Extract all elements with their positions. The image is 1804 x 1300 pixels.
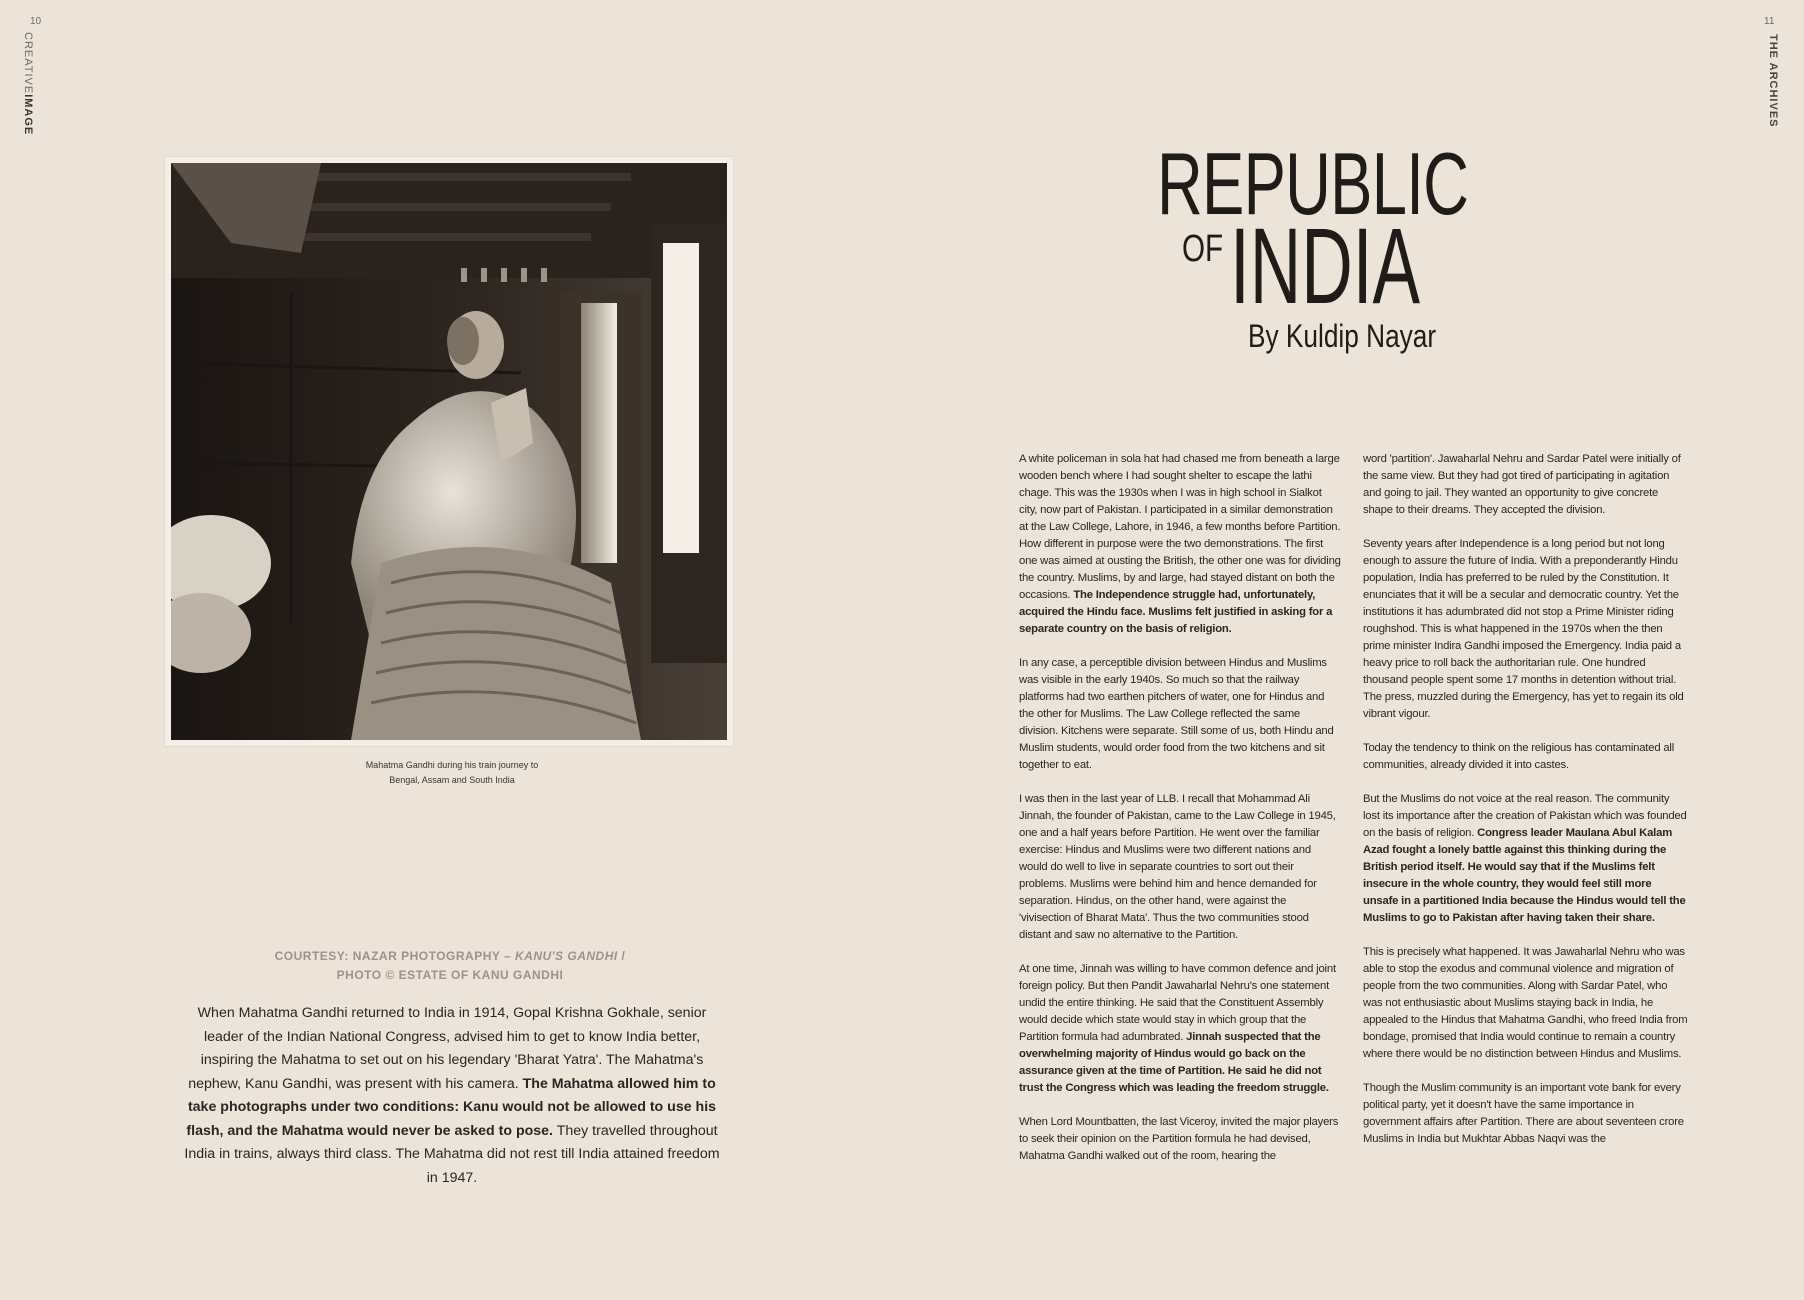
photo-credit (230, 947, 670, 985)
article-column-2 (1363, 451, 1688, 1165)
paragraph: Though the Muslim community is an important vote bank for every political party, yet it doesn't have the same importance in government affairs after Partition. There are about seventeen crore Muslims in India but Mukhtar Abbas Naqvi was the (1363, 1082, 1684, 1145)
article-title-line2: INDIA (1230, 205, 1421, 326)
paragraph-bold: Congress leader Maulana Abul Kalam Azad fought a lonely battle against this thinking during the British period itself. He would say that if the Muslims felt insecure in the whole country, they would feel still more unsafe in a partitioned India because the Hindus would tell the Muslims to go to Pakistan after having taken their share. (1363, 827, 1686, 924)
article-title-line1: REPUBLIC (1157, 134, 1469, 233)
intro-text-1: When Mahatma Gandhi returned to India in 1914, Gopal Krishna Gokhale, senior leader of the Indian National Congress, advised him to get to know India better, inspiring the Mahatma to set out on his legendary 'Bharat Yatra'. The Mahatma's nephew, Kanu Gandhi, was present with his camera. (188, 1005, 707, 1092)
paragraph: When Lord Mountbatten, the last Viceroy, invited the major players to seek their opinion on the Partition formula he had devised, Mahatma Gandhi walked out of the room, hearing the (1019, 1116, 1339, 1162)
photo-caption-line1: Mahatma Gandhi during his train journey to (365, 760, 539, 770)
intro-paragraph (182, 1002, 722, 1190)
intro-text-bold: The Mahatma allowed him to take photographs under two conditions: Kanu would not be allowed to use his flash, and the Mahatma would never be asked to pose. (186, 1075, 717, 1139)
paragraph: Seventy years after Independence is a long period but not long enough to assure the future of India. With a preponderantly Hindu population, India has preferred to be ruled by the Constitution. It enunciates that it will be a secular and democratic country. Yet the institutions it has adumbrated did not stop a Prime Minister riding roughshod. This is what happened in the 1970s when the then prime minister Indira Gandhi imposed the Emergency. India paid a heavy price to roll back the authoritarian rule. One hundred thousand people spent some 17 months in detention without trial. The press, muzzled during the Emergency, has yet to regain its old vibrant vigour. (1363, 538, 1684, 720)
running-head-left (22, 32, 34, 135)
paragraph-text: A white policeman in sola hat had chased me from beneath a large wooden bench where I had sought shelter to escape the lathi chage. This was the 1930s when I was in high school in Sialkot city, now part of Pakistan. I participated in a similar demonstration at the Law College, Lahore, in 1946, a few months before Partition. How different in purpose were the two demonstrations. The first one was aimed at ousting the British, the other one was for dividing the country. Muslims, by and large, had stayed distant on both the occasions. (1019, 453, 1341, 601)
credit-title: KANU'S GANDHI (515, 949, 618, 963)
running-head-light: CREATIVE (22, 32, 34, 95)
paragraph (1019, 451, 1341, 638)
credit-suffix: / (617, 949, 626, 963)
paragraph: I was then in the last year of LLB. I recall that Mohammad Ali Jinnah, the founder of Pakistan, came to the Law College in 1945, one and a half years before Partition. He went over the familiar exercise: Hindus and Muslims were two different nations and would do well to live in separate countries to sort out their problems. Muslims were behind him and hence demanded for separation. Hindus, on the other hand, were against the 'vivisection of Bharat Mata'. Thus the two communities stood distant and saw no alternative to the Partition. (1019, 793, 1336, 941)
page-number-right: 11 (1764, 16, 1775, 27)
photo-caption-line2: Bengal, Assam and South India (389, 775, 515, 785)
page-number-left: 10 (30, 16, 42, 27)
paragraph (1019, 961, 1341, 1097)
photo-credit-line1 (230, 947, 670, 966)
intro-text-2: They travelled throughout India in trains, always third class. The Mahatma did not rest till India attained freedom in 1947. (184, 1122, 720, 1186)
photo-caption (332, 758, 572, 788)
paragraph-text: At one time, Jinnah was willing to have common defence and joint foreign policy. But then Pandit Jawaharlal Nehru's one statement undid the entire thinking. He said that the Constituent Assembly would decide which state would stay in which group that the Partition formula had adumbrated. (1019, 963, 1336, 1043)
article-byline: By Kuldip Nayar (1248, 318, 1437, 354)
paragraph-bold: The Independence struggle had, unfortunately, acquired the Hindu face. Muslims felt justified in asking for a separate country on the basis of religion. (1019, 589, 1333, 635)
article-column-1 (1019, 451, 1341, 1182)
running-head-right: THE ARCHIVES (1767, 34, 1779, 128)
paragraph-bold: Jinnah suspected that the overwhelming majority of Hindus would go back on the assurance given at the time of Partition. He said he did not trust the Congress which was leading the freedom struggle. (1019, 1031, 1329, 1094)
credit-prefix: COURTESY: NAZAR PHOTOGRAPHY – (274, 949, 515, 963)
photo-credit-line2: PHOTO © ESTATE OF KANU GANDHI (336, 968, 564, 982)
paragraph-text: But the Muslims do not voice at the real reason. The community lost its importance after the creation of Pakistan which was founded on the basis of religion. (1363, 793, 1687, 839)
article-title-of: OF (1182, 228, 1224, 270)
running-head-bold: IMAGE (22, 94, 34, 136)
paragraph (1363, 791, 1688, 927)
paragraph: word 'partition'. Jawaharlal Nehru and Sardar Patel were initially of the same view. But they had got tired of participating in agitation and going to jail. They wanted an opportunity to give concrete shape to their dreams. They accepted the division. (1363, 453, 1681, 516)
photo-illustration (171, 163, 727, 740)
gandhi-train-photo (165, 157, 733, 746)
paragraph: Today the tendency to think on the religious has contaminated all communities, already divided it into castes. (1363, 742, 1675, 771)
paragraph: In any case, a perceptible division between Hindus and Muslims was visible in the early 1940s. So much so that the railway platforms had two earthen pitchers of water, one for Hindus and the other for Muslims. The Law College reflected the same division. Kitchens were separate. Still some of us, both Hindu and Muslim students, would order food from the two kitchens and sit together to eat. (1019, 657, 1334, 771)
paragraph: This is precisely what happened. It was Jawaharlal Nehru who was able to stop the exodus and communal violence and migration of people from the two communities. Along with Sardar Patel, who was not enthusiastic about Muslims staying back in India, he appealed to the Hindus that Mahatma Gandhi, who freed India from bondage, promised that India would continue to remain a country where there would be no distinction between Hindus and Muslims. (1363, 946, 1688, 1060)
